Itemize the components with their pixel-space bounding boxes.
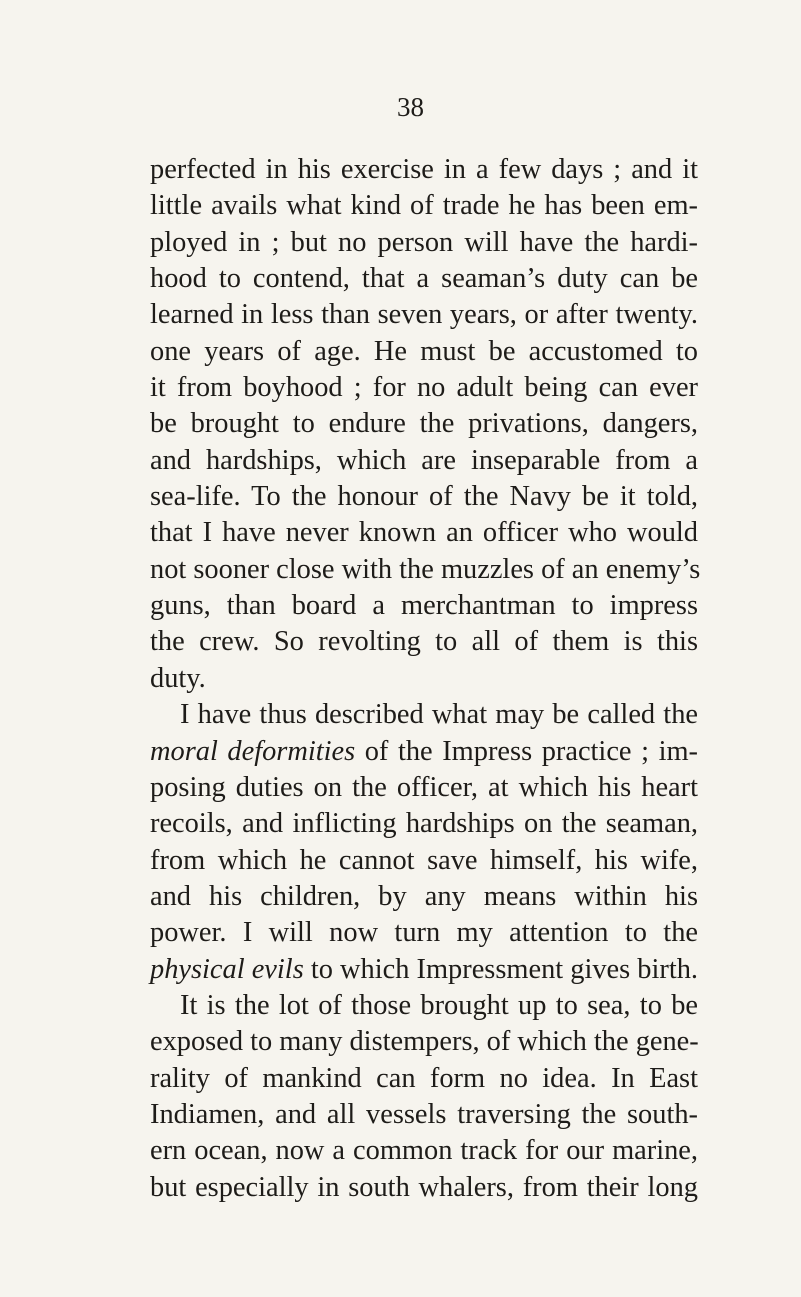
text-line: but especially in south whalers, from their long [150, 1171, 698, 1203]
text-line: the crew. So revolting to all of them is this [150, 626, 698, 658]
italic-phrase: physical evils [150, 953, 304, 985]
text-line [150, 734, 698, 770]
text-line: posing duties on the officer, at which his heart [150, 771, 698, 803]
text-line: it from boyhood ; for no adult being can ever [150, 372, 698, 404]
text-line: ployed in ; but no person will have the hardi- [150, 226, 698, 258]
text-line: that I have never known an officer who would [150, 517, 698, 549]
italic-phrase: moral deformities [150, 735, 356, 767]
text-line: be brought to endure the privations, dangers, [150, 408, 698, 440]
text-fragment: to which Impressment gives birth. [303, 953, 699, 985]
text-line: little avails what kind of trade he has been em- [150, 190, 698, 222]
text-line: duty. [150, 662, 206, 694]
text-line: learned in less than seven years, or after twenty. [150, 299, 698, 331]
text-fragment: of the Impress practice ; im- [355, 735, 698, 767]
page-number: 38 [397, 92, 424, 122]
text-line: recoils, and inflicting hardships on the seaman, [150, 808, 698, 840]
text-line: ern ocean, now a common track for our marine, [150, 1135, 698, 1167]
text-line: rality of mankind can form no idea. In East [150, 1062, 698, 1094]
text-line: It is the lot of those brought up to sea, to be [180, 989, 698, 1021]
text-line: one years of age. He must be accustomed to [150, 335, 698, 367]
text-line: and hardships, which are inseparable from a [150, 444, 698, 476]
text-line: and his children, by any means within his [150, 880, 698, 912]
text-line: I have thus described what may be called the [180, 699, 698, 731]
text-line: guns, than board a merchantman to impress [150, 590, 698, 622]
text-line: hood to contend, that a seaman’s duty can be [150, 263, 698, 295]
text-line: not sooner close with the muzzles of an enemy’s [150, 553, 701, 585]
text-line: power. I will now turn my attention to the [150, 917, 698, 949]
text-line [150, 952, 698, 988]
text-line: perfected in his exercise in a few days ; and it [150, 154, 698, 185]
text-line: from which he cannot save himself, his wife, [150, 844, 698, 876]
text-line: Indiamen, and all vessels traversing the south- [150, 1098, 698, 1130]
body-text [150, 152, 701, 1206]
text-line: exposed to many distempers, of which the gene- [150, 1026, 699, 1058]
text-line: sea-life. To the honour of the Navy be it told, [150, 481, 698, 513]
